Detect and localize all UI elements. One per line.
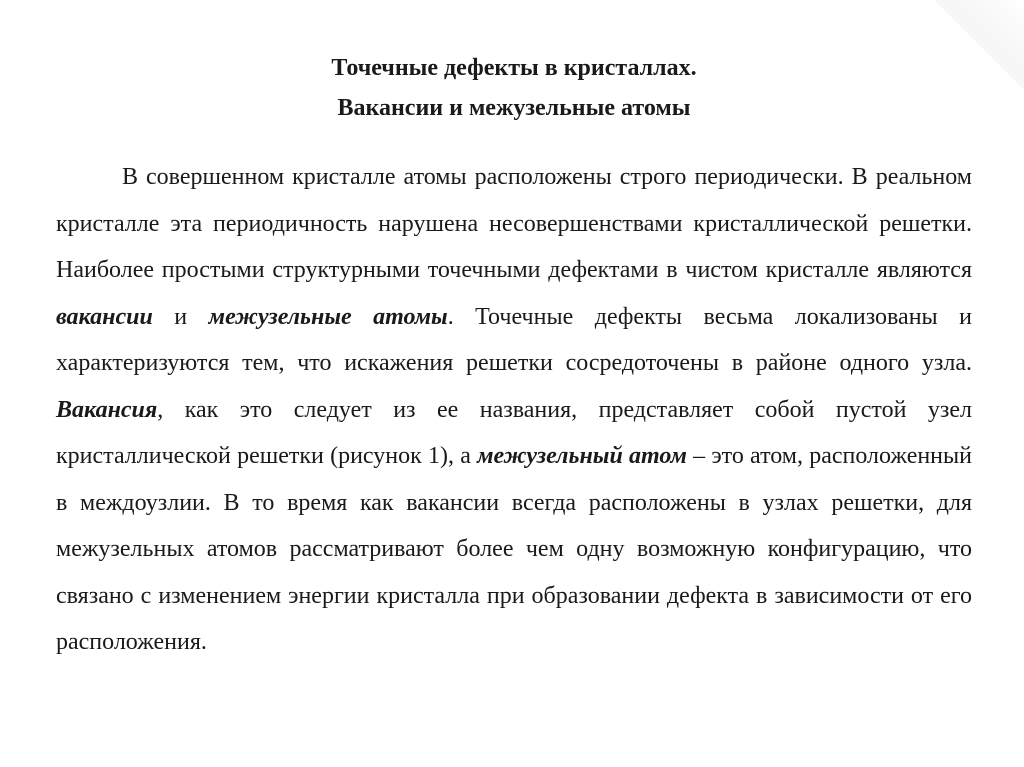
text-run-4: , как это следует из ее названия, представляет собой пустой узел кристаллической решетки (рисунок 1), а bbox=[56, 396, 972, 469]
text-run-3: . Точечные дефекты весьма локализованы и характеризуются тем, что искажения решетки сосредоточены в районе одного узла. bbox=[56, 303, 973, 376]
title-line-1: Точечные дефекты в кристаллах. bbox=[331, 55, 697, 81]
title-line-2: Вакансии и межузельные атомы bbox=[337, 95, 691, 121]
document-title bbox=[56, 48, 972, 128]
term-interstitial-atom: межузельный атом bbox=[477, 443, 687, 469]
text-run-1: В совершенном кристалле атомы расположены строго периодически. В реальном кристалле эта периодичность нарушена несовершенствами кристаллической решетки. Наиболее простыми структурными точечными дефектами в чистом кристалле являются bbox=[56, 164, 972, 283]
term-vacancies: вакансии bbox=[56, 303, 153, 330]
term-interstitial-atoms: межузельные атомы bbox=[208, 303, 448, 330]
body-paragraph bbox=[56, 154, 972, 666]
text-run-2: и bbox=[152, 303, 209, 330]
document-page bbox=[56, 48, 972, 690]
term-vacancy: Вакансия bbox=[56, 396, 158, 423]
text-run-5: – это атом, расположенный в междоузлии. В то время как вакансии всегда расположены в узлах решетки, для межузельных атомов рассматривают более чем одну возможную конфигурацию, что связано с изменением энергии кристалла при образовании дефекта в зависимости от его расположения. bbox=[56, 443, 972, 655]
